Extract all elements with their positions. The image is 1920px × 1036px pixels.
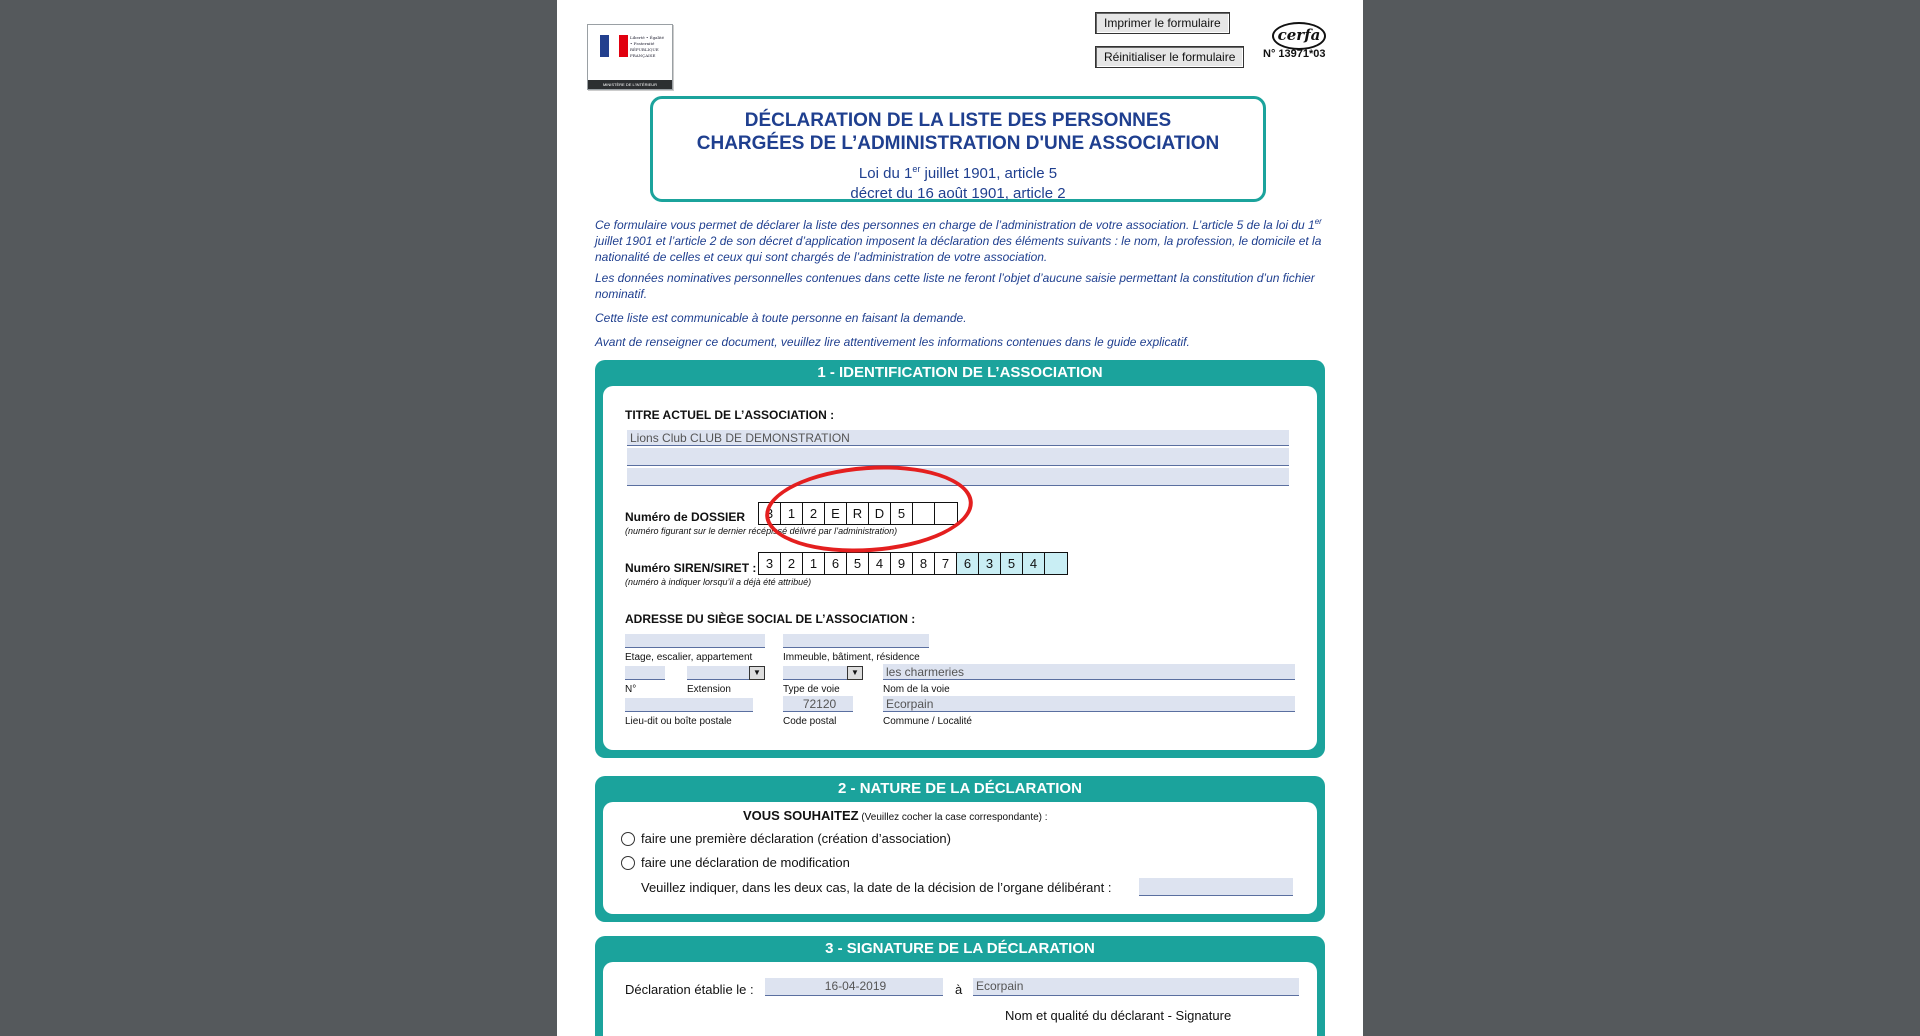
intro-paragraph-3: Cette liste est communicable à toute personne en faisant la demande. [595, 311, 967, 325]
section-title: 3 - SIGNATURE DE LA DÉCLARATION [825, 940, 1095, 957]
siren-sub: (numéro à indiquer lorsqu’il a déjà été attribué) [625, 577, 812, 587]
section-nature [595, 776, 1325, 922]
section-identification [595, 360, 1325, 758]
adresse-label: ADRESSE DU SIÈGE SOCIAL DE L’ASSOCIATION : [625, 612, 916, 626]
code-postal-field[interactable]: 72120 [783, 696, 853, 712]
form-title-line1: DÉCLARATION DE LA LISTE DES PERSONNES [744, 110, 1172, 131]
radio-premiere-declaration[interactable] [621, 832, 635, 846]
titre-field-line1[interactable]: Lions Club CLUB DE DEMONSTRATION [627, 430, 1289, 446]
lieudit-field[interactable] [625, 698, 753, 712]
republic-logo [587, 24, 673, 90]
char-box[interactable]: 2 [781, 553, 803, 574]
logo-ministry: MINISTÈRE DE L'INTÉRIEUR [588, 80, 672, 89]
cerfa-number: N° 13971*03 [1263, 48, 1326, 60]
form-title-line2: CHARGÉES DE L’ADMINISTRATION D'UNE ASSOCIATION [696, 133, 1220, 154]
titre-field-line3[interactable] [627, 468, 1289, 486]
char-box[interactable] [1045, 553, 1067, 574]
chevron-down-icon[interactable]: ▼ [749, 666, 765, 680]
char-box[interactable]: 7 [935, 553, 957, 574]
immeuble-field[interactable] [783, 634, 929, 648]
titre-label: TITRE ACTUEL DE L’ASSOCIATION : [625, 408, 835, 422]
section-title: 2 - NATURE DE LA DÉCLARATION [838, 780, 1082, 797]
section-body [603, 802, 1317, 914]
etage-field[interactable] [625, 634, 765, 648]
form-subtitle-decree: décret du 16 août 1901, article 2 [850, 185, 1066, 202]
form-title-box [650, 96, 1266, 202]
form-page [557, 0, 1363, 1036]
nom-voie-field[interactable]: les charmeries [883, 664, 1295, 680]
option-premiere-label: faire une première déclaration (création d’association) [641, 831, 951, 846]
lieu-field[interactable]: Ecorpain [973, 978, 1299, 996]
char-box[interactable]: E [825, 503, 847, 524]
date-decision-label: Veuillez indiquer, dans les deux cas, la date de la décision de l’organe délibérant : [641, 880, 1112, 895]
etage-label: Etage, escalier, appartement [625, 652, 753, 663]
char-box[interactable]: D [869, 503, 891, 524]
type-voie-label: Type de voie [783, 684, 840, 695]
char-box[interactable]: 6 [825, 553, 847, 574]
char-box[interactable]: 5 [1001, 553, 1023, 574]
char-box[interactable]: 5 [891, 503, 913, 524]
section-signature [595, 936, 1325, 1036]
char-box[interactable]: 2 [803, 503, 825, 524]
section-body [603, 386, 1317, 750]
titre-field-line2[interactable] [627, 448, 1289, 466]
char-box[interactable]: 3 [759, 503, 781, 524]
form-subtitle-law: Loi du 1er juillet 1901, article 5 [858, 164, 1058, 182]
siren-number-input[interactable] [758, 552, 1068, 575]
radio-modification[interactable] [621, 856, 635, 870]
option-modification-label: faire une déclaration de modification [641, 855, 850, 870]
signature-label: Nom et qualité du déclarant - Signature [1005, 1008, 1232, 1023]
dossier-label: Numéro de DOSSIER [625, 510, 746, 524]
print-form-button[interactable]: Imprimer le formulaire [1095, 12, 1230, 34]
char-box[interactable]: 1 [781, 503, 803, 524]
type-voie-select[interactable] [783, 666, 853, 680]
lieudit-label: Lieu-dit ou boîte postale [625, 716, 732, 727]
intro-paragraph-4: Avant de renseigner ce document, veuillez lire attentivement les informations contenues dans le guide explicatif. [595, 335, 1190, 349]
section-body [603, 962, 1317, 1036]
char-box[interactable]: 1 [803, 553, 825, 574]
char-box[interactable]: 4 [1023, 553, 1045, 574]
nom-voie-label: Nom de la voie [883, 684, 950, 695]
char-box[interactable]: 4 [869, 553, 891, 574]
reset-form-button[interactable]: Réinitialiser le formulaire [1095, 46, 1244, 68]
char-box[interactable]: R [847, 503, 869, 524]
dossier-sub: (numéro figurant sur le dernier récépissé délivré par l’administration) [625, 526, 898, 536]
immeuble-label: Immeuble, bâtiment, résidence [783, 652, 920, 663]
logo-motto: Liberté • Égalité • Fraternité RÉPUBLIQUE FRANÇAISE [630, 35, 665, 58]
chevron-down-icon[interactable]: ▼ [847, 666, 863, 680]
dossier-number-input[interactable] [758, 502, 958, 525]
char-box[interactable]: 3 [979, 553, 1001, 574]
siren-label: Numéro SIREN/SIRET : [625, 561, 757, 575]
date-decision-field[interactable] [1139, 878, 1293, 896]
intro-paragraph-1: Ce formulaire vous permet de déclarer la liste des personnes en charge de l’administration de votre association. L’article 5 de la loi du 1er juillet 1901 et l’article 2 de son décret d’application imposent la déclaration des éléments suivants : le nom, la profession, le domicile et la nationalité de celles et ceux qui sont chargés de l’administration de votre association. [595, 217, 1322, 264]
vous-souhaitez-label: VOUS SOUHAITEZ (Veuillez cocher la case correspondante) : [743, 808, 1048, 823]
commune-field[interactable]: Ecorpain [883, 696, 1295, 712]
char-box[interactable]: 8 [913, 553, 935, 574]
intro-paragraph-2: Les données nominatives personnelles contenues dans cette liste ne feront l’objet d’aucune saisie permettant la constitution d’un fichier nominatif. [595, 271, 1315, 301]
date-etablie-field[interactable]: 16-04-2019 [765, 978, 943, 996]
commune-label: Commune / Localité [883, 716, 972, 727]
cerfa-logo: cerfa [1272, 22, 1326, 50]
char-box[interactable]: 6 [957, 553, 979, 574]
numero-label: N° [625, 684, 637, 695]
char-box[interactable]: 3 [759, 553, 781, 574]
a-label: à [955, 982, 963, 997]
extension-label: Extension [687, 684, 731, 695]
french-flag-icon [600, 35, 628, 57]
extension-select[interactable] [687, 666, 755, 680]
char-box[interactable] [913, 503, 935, 524]
char-box[interactable]: 5 [847, 553, 869, 574]
numero-field[interactable] [625, 666, 665, 680]
code-postal-label: Code postal [783, 716, 837, 727]
char-box[interactable]: 9 [891, 553, 913, 574]
char-box[interactable] [935, 503, 957, 524]
etablie-label: Déclaration établie le : [625, 982, 754, 997]
section-title: 1 - IDENTIFICATION DE L’ASSOCIATION [817, 364, 1103, 381]
